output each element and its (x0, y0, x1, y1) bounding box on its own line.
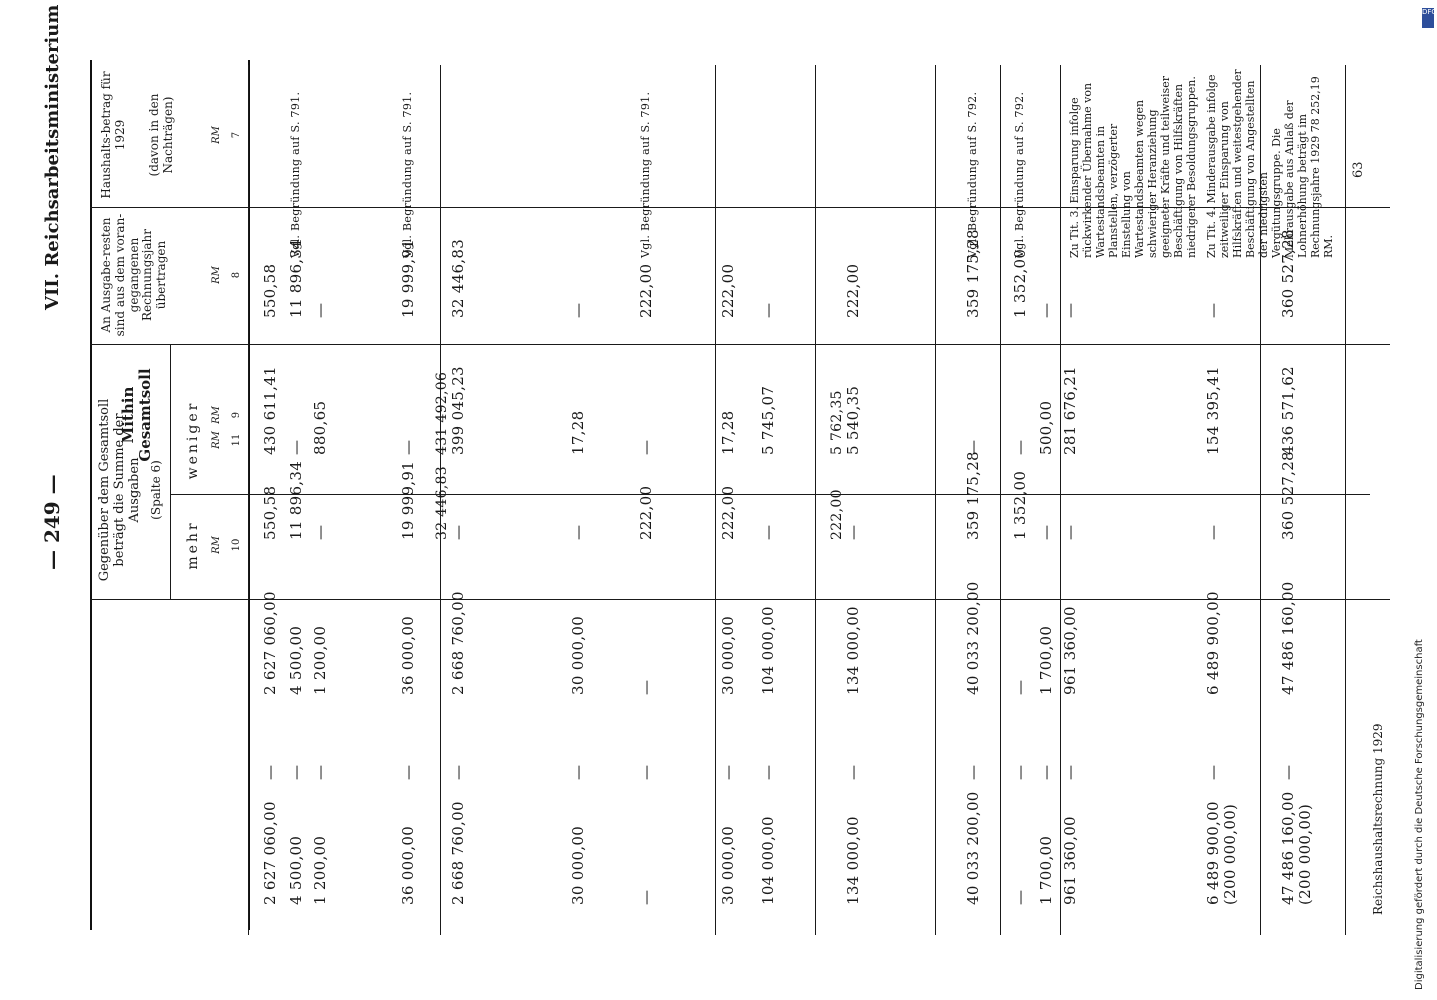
col11-title: weniger (185, 400, 201, 480)
cell-c12: 19 999,91 (399, 238, 417, 318)
cell-c11: 17,28 (719, 410, 737, 455)
cell-c10: 1 352,00 (1011, 470, 1029, 540)
cell-c7: 30 000,00 (569, 825, 587, 905)
col9-number: 9 (231, 411, 242, 419)
cell-c11a: 5 762,35 (829, 390, 845, 455)
row-rule (1345, 65, 1346, 935)
cell-c11: 436 571,62 (1279, 366, 1297, 455)
col7-sub: (davon in den Nachträgen) (147, 93, 175, 177)
cell-c10: — (449, 524, 467, 540)
cell-c10: 550,58 (261, 485, 279, 540)
col7-unit: RM (211, 126, 222, 144)
cell-c11: 430 611,41 (261, 366, 279, 455)
col7-number: 7 (231, 131, 242, 139)
cell-c11: — (287, 439, 305, 455)
cell-c10: — (311, 524, 329, 540)
cell-c8: — (1061, 764, 1079, 780)
cell-c7: 961 360,00 (1061, 816, 1079, 905)
cell-c9: 40 033 200,00 (964, 581, 982, 695)
cell-c12: 550,58 (261, 263, 279, 318)
col9-title: Mithin Gesamtsoll (119, 368, 155, 462)
divider (90, 599, 1390, 600)
cell-c7: 47 486 160,00 (1279, 791, 1297, 905)
cell-c7b: (200 000,00) (1221, 803, 1239, 905)
cell-c12: 32 446,83 (449, 238, 467, 318)
cell-c7: 2 668 760,00 (449, 801, 467, 905)
cell-c10: — (759, 524, 777, 540)
row-rule (815, 65, 816, 935)
col10-number: 10 (231, 538, 242, 552)
row-rule (715, 65, 716, 935)
cell-c12: — (759, 302, 777, 318)
cell-c9: 134 000,00 (844, 606, 862, 695)
row-rule (1060, 65, 1061, 935)
cell-c7b: (200 000,00) (1296, 803, 1314, 905)
cell-c13: Vgl. Begründung auf S. 791. (639, 91, 652, 258)
row-rule (1000, 65, 1001, 935)
cell-c8: — (569, 764, 587, 780)
cell-c11: 500,00 (1037, 400, 1055, 455)
cell-c9: 47 486 160,00 (1279, 581, 1297, 695)
cell-c10a: 32 446,83 (434, 466, 450, 540)
col-group-sub: (Spalte 6) (149, 460, 163, 520)
cell-c8: — (1204, 764, 1222, 780)
col8-title: An Ausgabe-resten sind aus dem voran-gegangenen Rechnungsjahr übertragen (99, 213, 169, 337)
row-rule (248, 65, 249, 935)
cell-c10: 222,00 (637, 485, 655, 540)
cell-c11: — (1011, 439, 1029, 455)
cell-c9: — (1011, 679, 1029, 695)
cell-c13: Vgl. Begründung auf S. 791. (401, 91, 414, 258)
cell-c8: — (719, 764, 737, 780)
cell-c12: 222,00 (844, 263, 862, 318)
cell-c7: 1 200,00 (311, 835, 329, 905)
cell-c8: — (287, 764, 305, 780)
page-number: — 249 — (40, 474, 64, 570)
cell-c11: 5 540,35 (844, 385, 862, 455)
cell-c8: — (449, 764, 467, 780)
cell-c10: — (569, 524, 587, 540)
cell-c11: 281 676,21 (1061, 366, 1079, 455)
cell-c11: 154 395,41 (1204, 366, 1222, 455)
col-group-title: Gegenüber dem Gesamtsoll beträgt die Summe der Ausgaben (97, 398, 142, 582)
cell-c11a: 431 492,06 (434, 371, 450, 455)
col9-unit: RM (211, 406, 222, 424)
col10-unit: RM (211, 536, 222, 554)
cell-c7: — (1011, 889, 1029, 905)
col10-title: mehr (185, 520, 201, 570)
col8-unit: RM (211, 266, 222, 284)
cell-c11: 880,65 (311, 400, 329, 455)
cell-c13: Vgl. Begründung auf S. 792. (1013, 91, 1026, 258)
cell-c10: — (1037, 524, 1055, 540)
cell-c12: — (311, 302, 329, 318)
col11-number: 11 (231, 433, 242, 447)
cell-c8: — (1037, 764, 1055, 780)
cell-c10: 359 175,28 (964, 451, 982, 540)
footer-title: Reichshaushaltsrechnung 1929 (1371, 723, 1385, 915)
cell-c7: 36 000,00 (399, 825, 417, 905)
cell-c10: 360 527,28 (1279, 451, 1297, 540)
cell-c12: 222,00 (719, 263, 737, 318)
dfg-logo: DFG (1422, 8, 1434, 28)
cell-c11: 17,28 (569, 410, 587, 455)
cell-c8: — (1279, 764, 1297, 780)
cell-c12: — (1061, 302, 1079, 318)
cell-c10a: 222,00 (829, 489, 845, 540)
footer-page: 63 (1351, 161, 1366, 178)
divider (170, 345, 171, 600)
cell-c7: 30 000,00 (719, 825, 737, 905)
cell-c8: — (844, 764, 862, 780)
cell-c8: — (964, 764, 982, 780)
cell-c7: 2 627 060,00 (261, 801, 279, 905)
cell-c7: — (637, 889, 655, 905)
cell-c9: — (637, 679, 655, 695)
cell-c9: 961 360,00 (1061, 606, 1079, 695)
cell-c9: 30 000,00 (569, 615, 587, 695)
cell-c11: — (964, 439, 982, 455)
cell-c12: — (1037, 302, 1055, 318)
row-rule (935, 65, 936, 935)
cell-c11: — (399, 439, 417, 455)
cell-c9: 1 200,00 (311, 625, 329, 695)
note-tit4: Zu Tit. 4. Minderausgabe infolge zeitweiliger Einsparung von Hilfskräften und weitestgehender Beschäftigung von Angestellten der niedrigsten Vergütungsgruppe. Die Mehrausgabe aus Anlaß der Lohnerhöhung beträgt im Rechnungsjahre 1929 78 252,19 RM. (1205, 69, 1335, 258)
cell-c10: — (1204, 524, 1222, 540)
cell-c12: 1 352,00 (1011, 248, 1029, 318)
cell-c8: — (759, 764, 777, 780)
cell-c10: 19 999,91 (399, 460, 417, 540)
cell-c7: 40 033 200,00 (964, 791, 982, 905)
cell-c10: 11 896,34 (287, 460, 305, 540)
col7-title: Haushalts-betrag für 1929 (99, 71, 127, 199)
cell-c8: — (1011, 764, 1029, 780)
cell-c10: — (1061, 524, 1079, 540)
cell-c13: Vgl. Begründung auf S. 791. (289, 91, 302, 258)
cell-c11: 399 045,23 (449, 366, 467, 455)
cell-c12: — (1204, 302, 1222, 318)
cell-c8: — (637, 764, 655, 780)
cell-c8: — (311, 764, 329, 780)
cell-c10: — (844, 524, 862, 540)
cell-c12: — (569, 302, 587, 318)
cell-c9: 30 000,00 (719, 615, 737, 695)
cell-c10: 222,00 (719, 485, 737, 540)
cell-c8: — (399, 764, 417, 780)
cell-c7: 6 489 900,00 (1204, 801, 1222, 905)
cell-c11: — (637, 439, 655, 455)
cell-c9: 1 700,00 (1037, 625, 1055, 695)
cell-c12: 360 527,28 (1279, 229, 1297, 318)
header-rule (90, 60, 92, 930)
note-tit3: Zu Tit. 3. Einsparung infolge rückwirkender Übernahme von Wartestandsbeamten in Planstellen, verzögerter Einstellung von Wartestandsbeamten wegen schwieriger Heranziehung geeigneter Kräfte und teilweiser Beschäftigung von Hilfskräften niedrigerer Besoldungsgruppen. (1068, 76, 1198, 258)
cell-c12: 359 175,28 (964, 229, 982, 318)
cell-c11: 5 745,07 (759, 385, 777, 455)
cell-c7: 4 500,00 (287, 835, 305, 905)
cell-c12: 222,00 (637, 263, 655, 318)
cell-c7: 134 000,00 (844, 816, 862, 905)
cell-c9: 2 627 060,00 (261, 591, 279, 695)
cell-c9: 2 668 760,00 (449, 591, 467, 695)
funding-note: Digitalisierung gefördert durch die Deutsche Forschungsgemeinschaft (1414, 639, 1425, 990)
cell-c7: 1 700,00 (1037, 835, 1055, 905)
cell-c9: 6 489 900,00 (1204, 591, 1222, 695)
cell-c8: — (261, 764, 279, 780)
sidebar (1414, 0, 1434, 1000)
cell-c13: Vgl. Begründung auf S. 792. (966, 91, 979, 258)
row-rule (1260, 65, 1261, 935)
ministry-title: VII. Reichsarbeitsministerium (42, 4, 63, 310)
cell-c12: 11 896,34 (287, 238, 305, 318)
cell-c9: 104 000,00 (759, 606, 777, 695)
divider (90, 344, 1390, 345)
cell-c7: 104 000,00 (759, 816, 777, 905)
cell-c9: 4 500,00 (287, 625, 305, 695)
cell-c9: 36 000,00 (399, 615, 417, 695)
col11-unit: RM (211, 431, 222, 449)
divider (170, 494, 1370, 495)
col8-number: 8 (231, 271, 242, 279)
row-rule (440, 65, 441, 935)
